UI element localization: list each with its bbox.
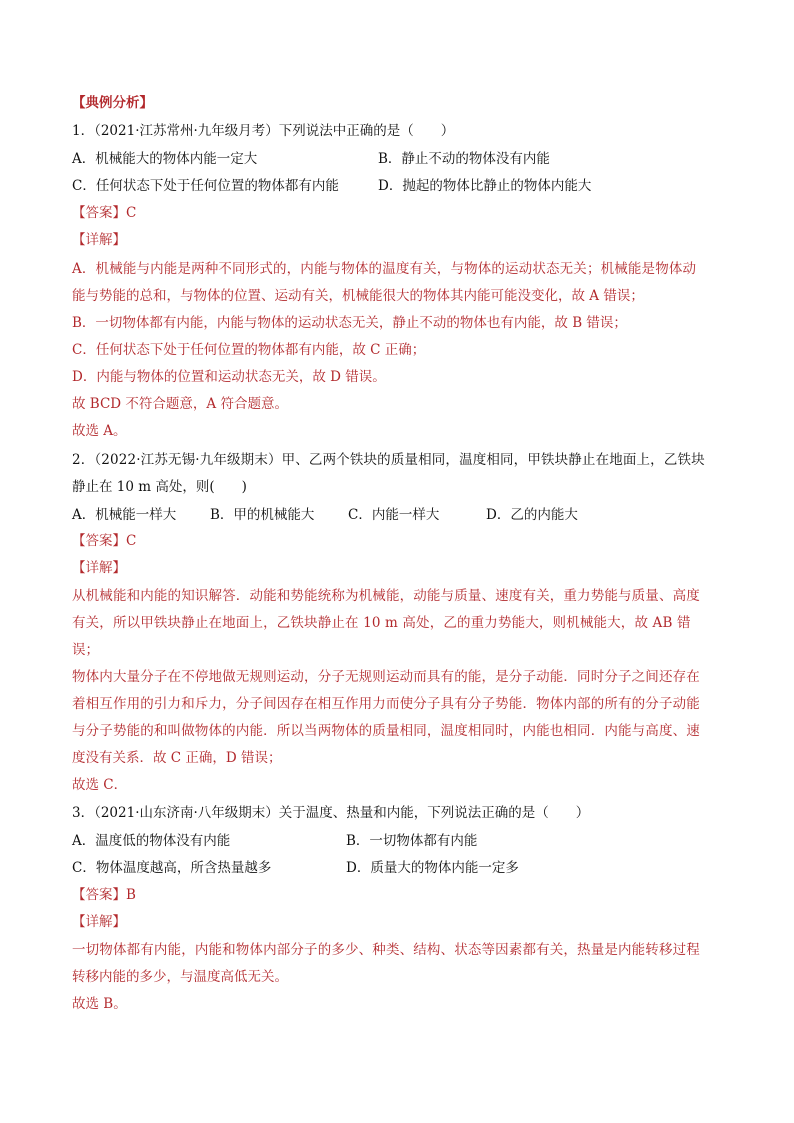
q3-option-c: C．物体温度越高，所含热量越多 (72, 860, 272, 876)
q2-option-c: C．内能一样大 (348, 507, 440, 523)
q1-detail-line: C．任何状态下处于任何位置的物体都有内能，故 C 正确； (72, 342, 426, 358)
q1-detail-line: 能与势能的总和，与物体的位置、运动有关，机械能很大的物体其内能可能没变化，故 A 错误； (72, 288, 644, 304)
q3-option-a: A．温度低的物体没有内能 (72, 833, 231, 849)
q3-option-b: B．一切物体都有内能 (346, 833, 478, 849)
q3-detail-label: 【详解】 (72, 914, 126, 930)
q1-detail-line: D．内能与物体的位置和运动状态无关，故 D 错误。 (72, 369, 386, 385)
q2-detail-line: 物体内大量分子在不停地做无规则运动，分子无规则运动而具有的能，是分子动能．同时分子之间还存在 (72, 669, 700, 685)
q3-detail-line: 转移内能的多少，与温度高低无关。 (72, 969, 288, 985)
q3-option-d: D．质量大的物体内能一定多 (346, 860, 519, 876)
q2-detail-line: 度没有关系．故 C 正确，D 错误； (72, 750, 282, 766)
q1-detail-line: B．一切物体都有内能，内能与物体的运动状态无关，静止不动的物体也有内能，故 B 错误； (72, 315, 627, 331)
q1-stem: 1．（2021·江苏常州·九年级月考）下列说法中正确的是（ ） (72, 123, 455, 139)
q3-stem: 3．（2021·山东济南·八年级期末）关于温度、热量和内能，下列说法正确的是（ ） (72, 805, 590, 821)
q3-detail-line: 一切物体都有内能，内能和物体内部分子的多少、种类、结构、状态等因素都有关，热量是内能转移过程 (72, 942, 700, 958)
q2-detail-line: 故选 C． (72, 777, 128, 793)
q2-detail-line: 有关，所以甲铁块静止在地面上，乙铁块静止在 10 m 高处，乙的重力势能大，则机械能大，故 AB 错 (72, 615, 691, 631)
q1-detail-label: 【详解】 (72, 232, 126, 248)
q1-detail-line: A．机械能与内能是两种不同形式的，内能与物体的温度有关，与物体的运动状态无关；机械能是物体动 (72, 261, 697, 277)
q1-option-c: C．任何状态下处于任何位置的物体都有内能 (72, 178, 339, 194)
q1-detail-line: 故 BCD 不符合题意，A 符合题意。 (72, 396, 288, 412)
q2-stem-line-2: 静止在 10 m 高处，则( ) (72, 479, 247, 495)
q2-detail-line: 误； (72, 642, 99, 658)
q2-detail-label: 【详解】 (72, 560, 126, 576)
q2-option-a: A．机械能一样大 (72, 507, 177, 523)
section-title: 【典例分析】 (72, 95, 153, 111)
q3-answer: 【答案】B (72, 887, 136, 903)
q1-answer: 【答案】C (72, 205, 137, 221)
q1-detail-line: 故选 A。 (72, 423, 127, 439)
q2-option-b: B．甲的机械能大 (210, 507, 315, 523)
q2-stem-line-1: 2．（2022·江苏无锡·九年级期末）甲、乙两个铁块的质量相同，温度相同，甲铁块静止在地面上，乙铁块 (72, 452, 705, 468)
q2-detail-line: 与分子势能的和叫做物体的内能．所以当两物体的质量相同，温度相同时，内能也相同．内能与高度、速 (72, 723, 700, 739)
q2-detail-line: 从机械能和内能的知识解答．动能和势能统称为机械能，动能与质量、速度有关，重力势能与质量、高度 (72, 588, 700, 604)
q2-option-d: D．乙的内能大 (486, 507, 578, 523)
q2-detail-line: 着相互作用的引力和斥力，分子间因存在相互作用力而使分子具有分子势能．物体内部的所有的分子动能 (72, 696, 700, 712)
q3-detail-line: 故选 B。 (72, 996, 127, 1012)
q1-option-b: B．静止不动的物体没有内能 (378, 151, 550, 167)
q2-answer: 【答案】C (72, 533, 137, 549)
q1-option-a: A．机械能大的物体内能一定大 (72, 151, 258, 167)
q1-option-d: D．抛起的物体比静止的物体内能大 (378, 178, 592, 194)
